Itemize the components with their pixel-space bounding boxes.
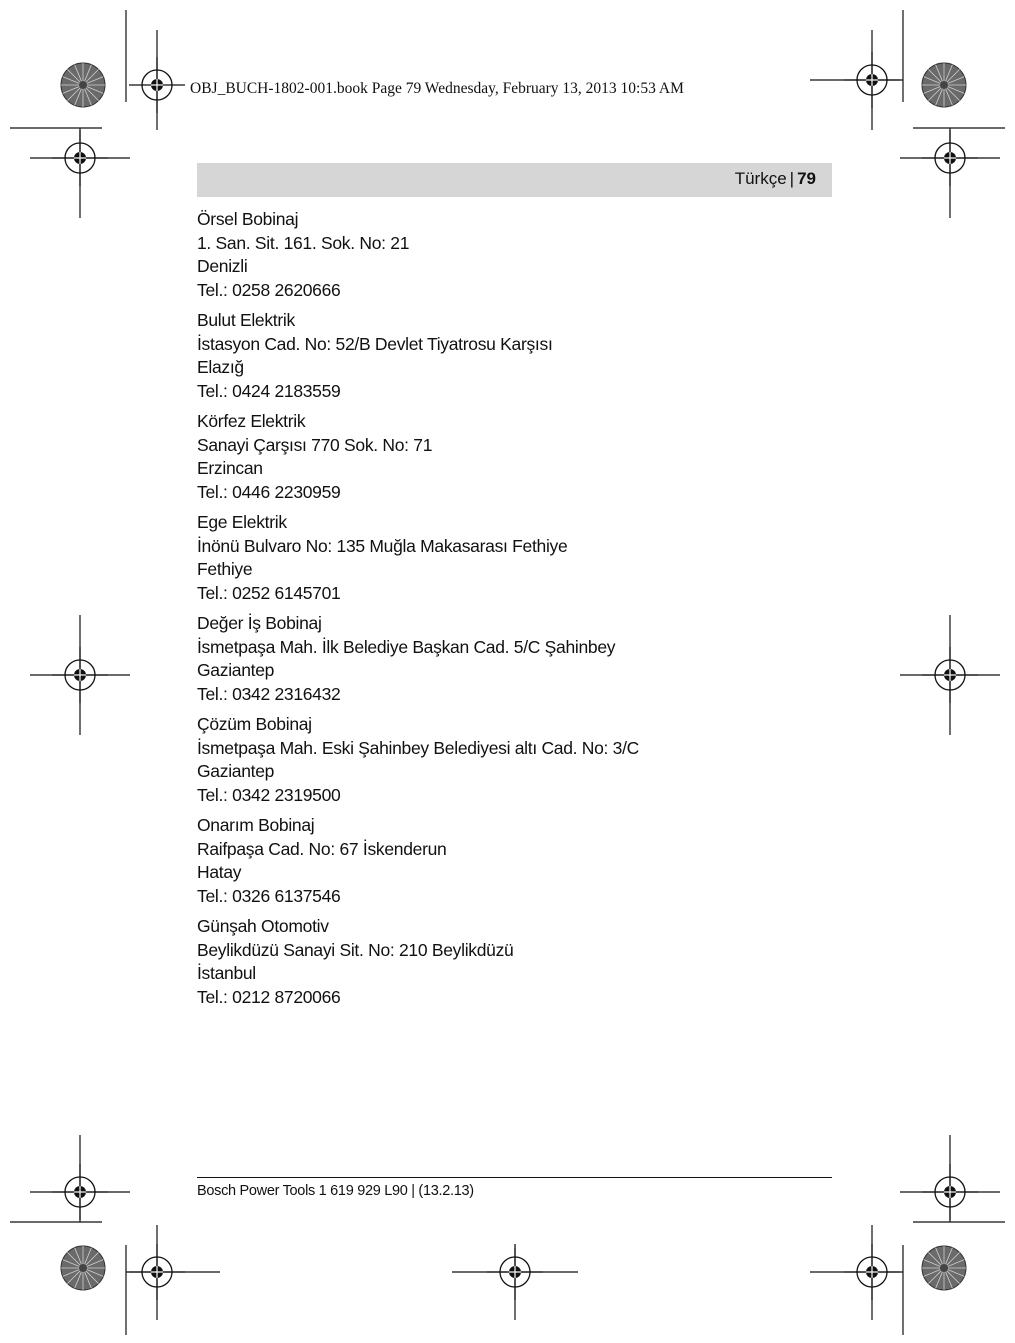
address-entry	[197, 713, 827, 807]
entry-city: İstanbul	[197, 963, 256, 983]
header-language: Türkçe	[734, 169, 787, 188]
entry-city: Hatay	[197, 862, 242, 882]
header-separator: |	[789, 169, 795, 188]
entry-address: İstasyon Cad. No: 52/B Devlet Tiyatrosu Karşısı	[197, 333, 553, 354]
entry-city: Fethiye	[197, 559, 253, 579]
entry-city: Elazığ	[197, 357, 244, 377]
page-number: 79	[797, 169, 816, 188]
service-address-list	[197, 208, 827, 1016]
entry-name: Körfez Elektrik	[197, 411, 306, 431]
entry-city: Gaziantep	[197, 761, 275, 781]
entry-phone: Tel.: 0446 2230959	[197, 481, 341, 502]
entry-name: Bulut Elektrik	[197, 310, 295, 330]
entry-phone: Tel.: 0326 6137546	[197, 885, 341, 906]
entry-name: Çözüm Bobinaj	[197, 714, 312, 734]
address-entry	[197, 309, 827, 403]
entry-address: İnönü Bulvaro No: 135 Muğla Makasarası Fethiye	[197, 535, 568, 556]
address-entry	[197, 208, 827, 302]
entry-phone: Tel.: 0342 2319500	[197, 784, 341, 805]
entry-city: Denizli	[197, 256, 248, 276]
entry-name: Değer İş Bobinaj	[197, 613, 322, 633]
entry-city: Erzincan	[197, 458, 263, 478]
entry-phone: Tel.: 0342 2316432	[197, 683, 341, 704]
entry-name: Örsel Bobinaj	[197, 209, 299, 229]
address-entry	[197, 511, 827, 605]
footer-divider	[197, 1177, 832, 1178]
address-entry	[197, 612, 827, 706]
entry-name: Günşah Otomotiv	[197, 916, 329, 936]
print-slug: OBJ_BUCH-1802-001.book Page 79 Wednesday, February 13, 2013 10:53 AM	[190, 80, 684, 97]
entry-phone: Tel.: 0212 8720066	[197, 986, 341, 1007]
entry-address: Beylikdüzü Sanayi Sit. No: 210 Beylikdüzü	[197, 939, 514, 960]
entry-address: İsmetpaşa Mah. Eski Şahinbey Belediyesi altı Cad. No: 3/C	[197, 737, 640, 758]
entry-city: Gaziantep	[197, 660, 275, 680]
entry-name: Onarım Bobinaj	[197, 815, 315, 835]
entry-address: 1. San. Sit. 161. Sok. No: 21	[197, 232, 410, 253]
page-header	[735, 169, 816, 189]
page-footer: Bosch Power Tools 1 619 929 L90 | (13.2.13)	[197, 1183, 474, 1199]
entry-address: Raifpaşa Cad. No: 67 İskenderun	[197, 838, 447, 859]
address-entry	[197, 915, 827, 1009]
page-header-bar	[197, 163, 832, 197]
entry-name: Ege Elektrik	[197, 512, 287, 532]
address-entry	[197, 814, 827, 908]
entry-phone: Tel.: 0258 2620666	[197, 279, 341, 300]
entry-phone: Tel.: 0424 2183559	[197, 380, 341, 401]
entry-address: İsmetpaşa Mah. İlk Belediye Başkan Cad. 5/C Şahinbey	[197, 636, 616, 657]
entry-address: Sanayi Çarşısı 770 Sok. No: 71	[197, 434, 433, 455]
address-entry	[197, 410, 827, 504]
entry-phone: Tel.: 0252 6145701	[197, 582, 341, 603]
